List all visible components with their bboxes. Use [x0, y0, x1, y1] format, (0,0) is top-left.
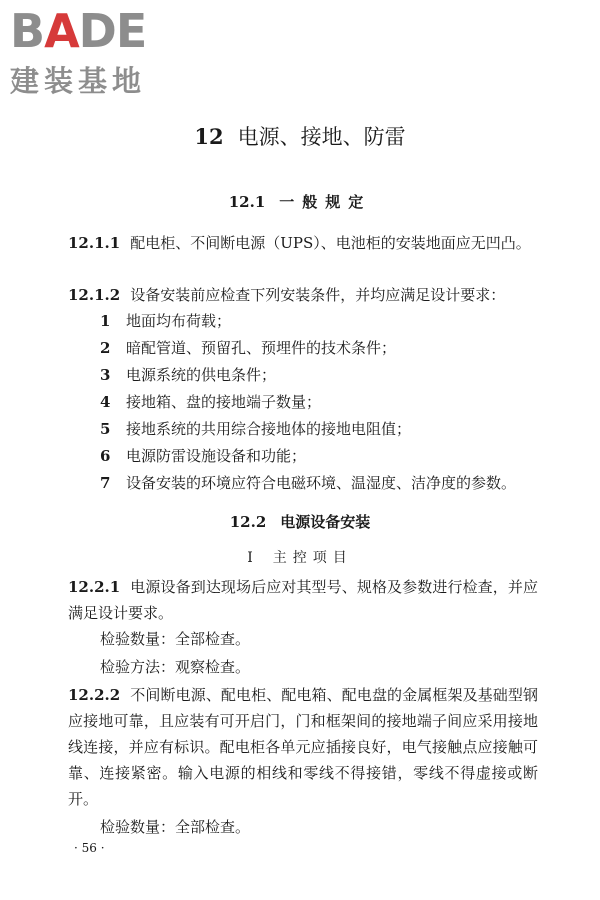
section-title-text: 电源设备安装: [280, 513, 371, 531]
clause-number: 12.1.2: [68, 286, 121, 304]
page-number: · 56 ·: [74, 841, 105, 855]
section-heading: [0, 512, 600, 532]
sub-heading-title: 主控项目: [272, 550, 353, 566]
section-number: 12.1: [228, 193, 266, 211]
chapter-title-text: 电源、接地、防雷: [237, 125, 406, 149]
list-item: 3 电源系统的供电条件；: [100, 366, 277, 384]
inspection-method: 检验方法：观察检查。: [100, 658, 251, 676]
clause-number: 12.2.2: [68, 686, 121, 704]
clause-text: 不间断电源、配电柜、配电箱、配电盘的金属框架及基础型钢应接地可靠，且应装有可开启门，门和框架间的接地端子间应采用接地线连接，并应有标识。配电柜各单元应插接良好，电气接触点应接触可靠、连接紧密。输入电源的相线和零线不得接错，零线不得虚接或断开。: [68, 686, 538, 808]
list-item: 1 地面均布荷载；: [100, 312, 232, 330]
sub-heading: [0, 548, 600, 568]
clause-text: 设备安装前应检查下列安装条件，并均应满足设计要求：: [130, 286, 506, 304]
clause-12-1-2: [68, 282, 538, 308]
list-item: 2 暗配管道、预留孔、预埋件的技术条件；: [100, 339, 397, 357]
list-item: 5 接地系统的共用综合接地体的接地电阻值；: [100, 420, 412, 438]
clause-12-2-2: [68, 682, 538, 812]
list-item: 6 电源防雷设施设备和功能；: [100, 447, 307, 465]
logo-chinese-name: 建装基地: [10, 64, 147, 98]
clause-number: 12.2.1: [68, 578, 121, 596]
clause-text: 配电柜、不间断电源（UPS）、电池柜的安装地面应无凹凸。: [130, 234, 531, 252]
logo-wordmark: BADE: [10, 4, 147, 58]
section-title-text: 一般规定: [279, 193, 372, 211]
list-item: 7 设备安装的环境应符合电磁环境、温湿度、洁净度的参数。: [100, 474, 517, 492]
sub-heading-numeral: Ⅰ: [247, 550, 259, 566]
clause-12-2-1: [68, 574, 538, 626]
brand-logo: [10, 6, 180, 96]
inspection-quantity: 检验数量：全部检查。: [100, 818, 251, 836]
clause-12-1-1: [68, 230, 538, 256]
logo-wordmark-accent: A: [44, 4, 79, 58]
section-heading: [0, 192, 600, 212]
clause-text: 电源设备到达现场后应对其型号、规格及参数进行检查，并应满足设计要求。: [68, 578, 538, 622]
chapter-title: [0, 124, 600, 150]
inspection-quantity: 检验数量：全部检查。: [100, 630, 251, 648]
chapter-number: 12: [194, 124, 224, 149]
section-number: 12.2: [229, 513, 267, 531]
clause-number: 12.1.1: [68, 234, 121, 252]
list-item: 4 接地箱、盘的接地端子数量；: [100, 393, 322, 411]
